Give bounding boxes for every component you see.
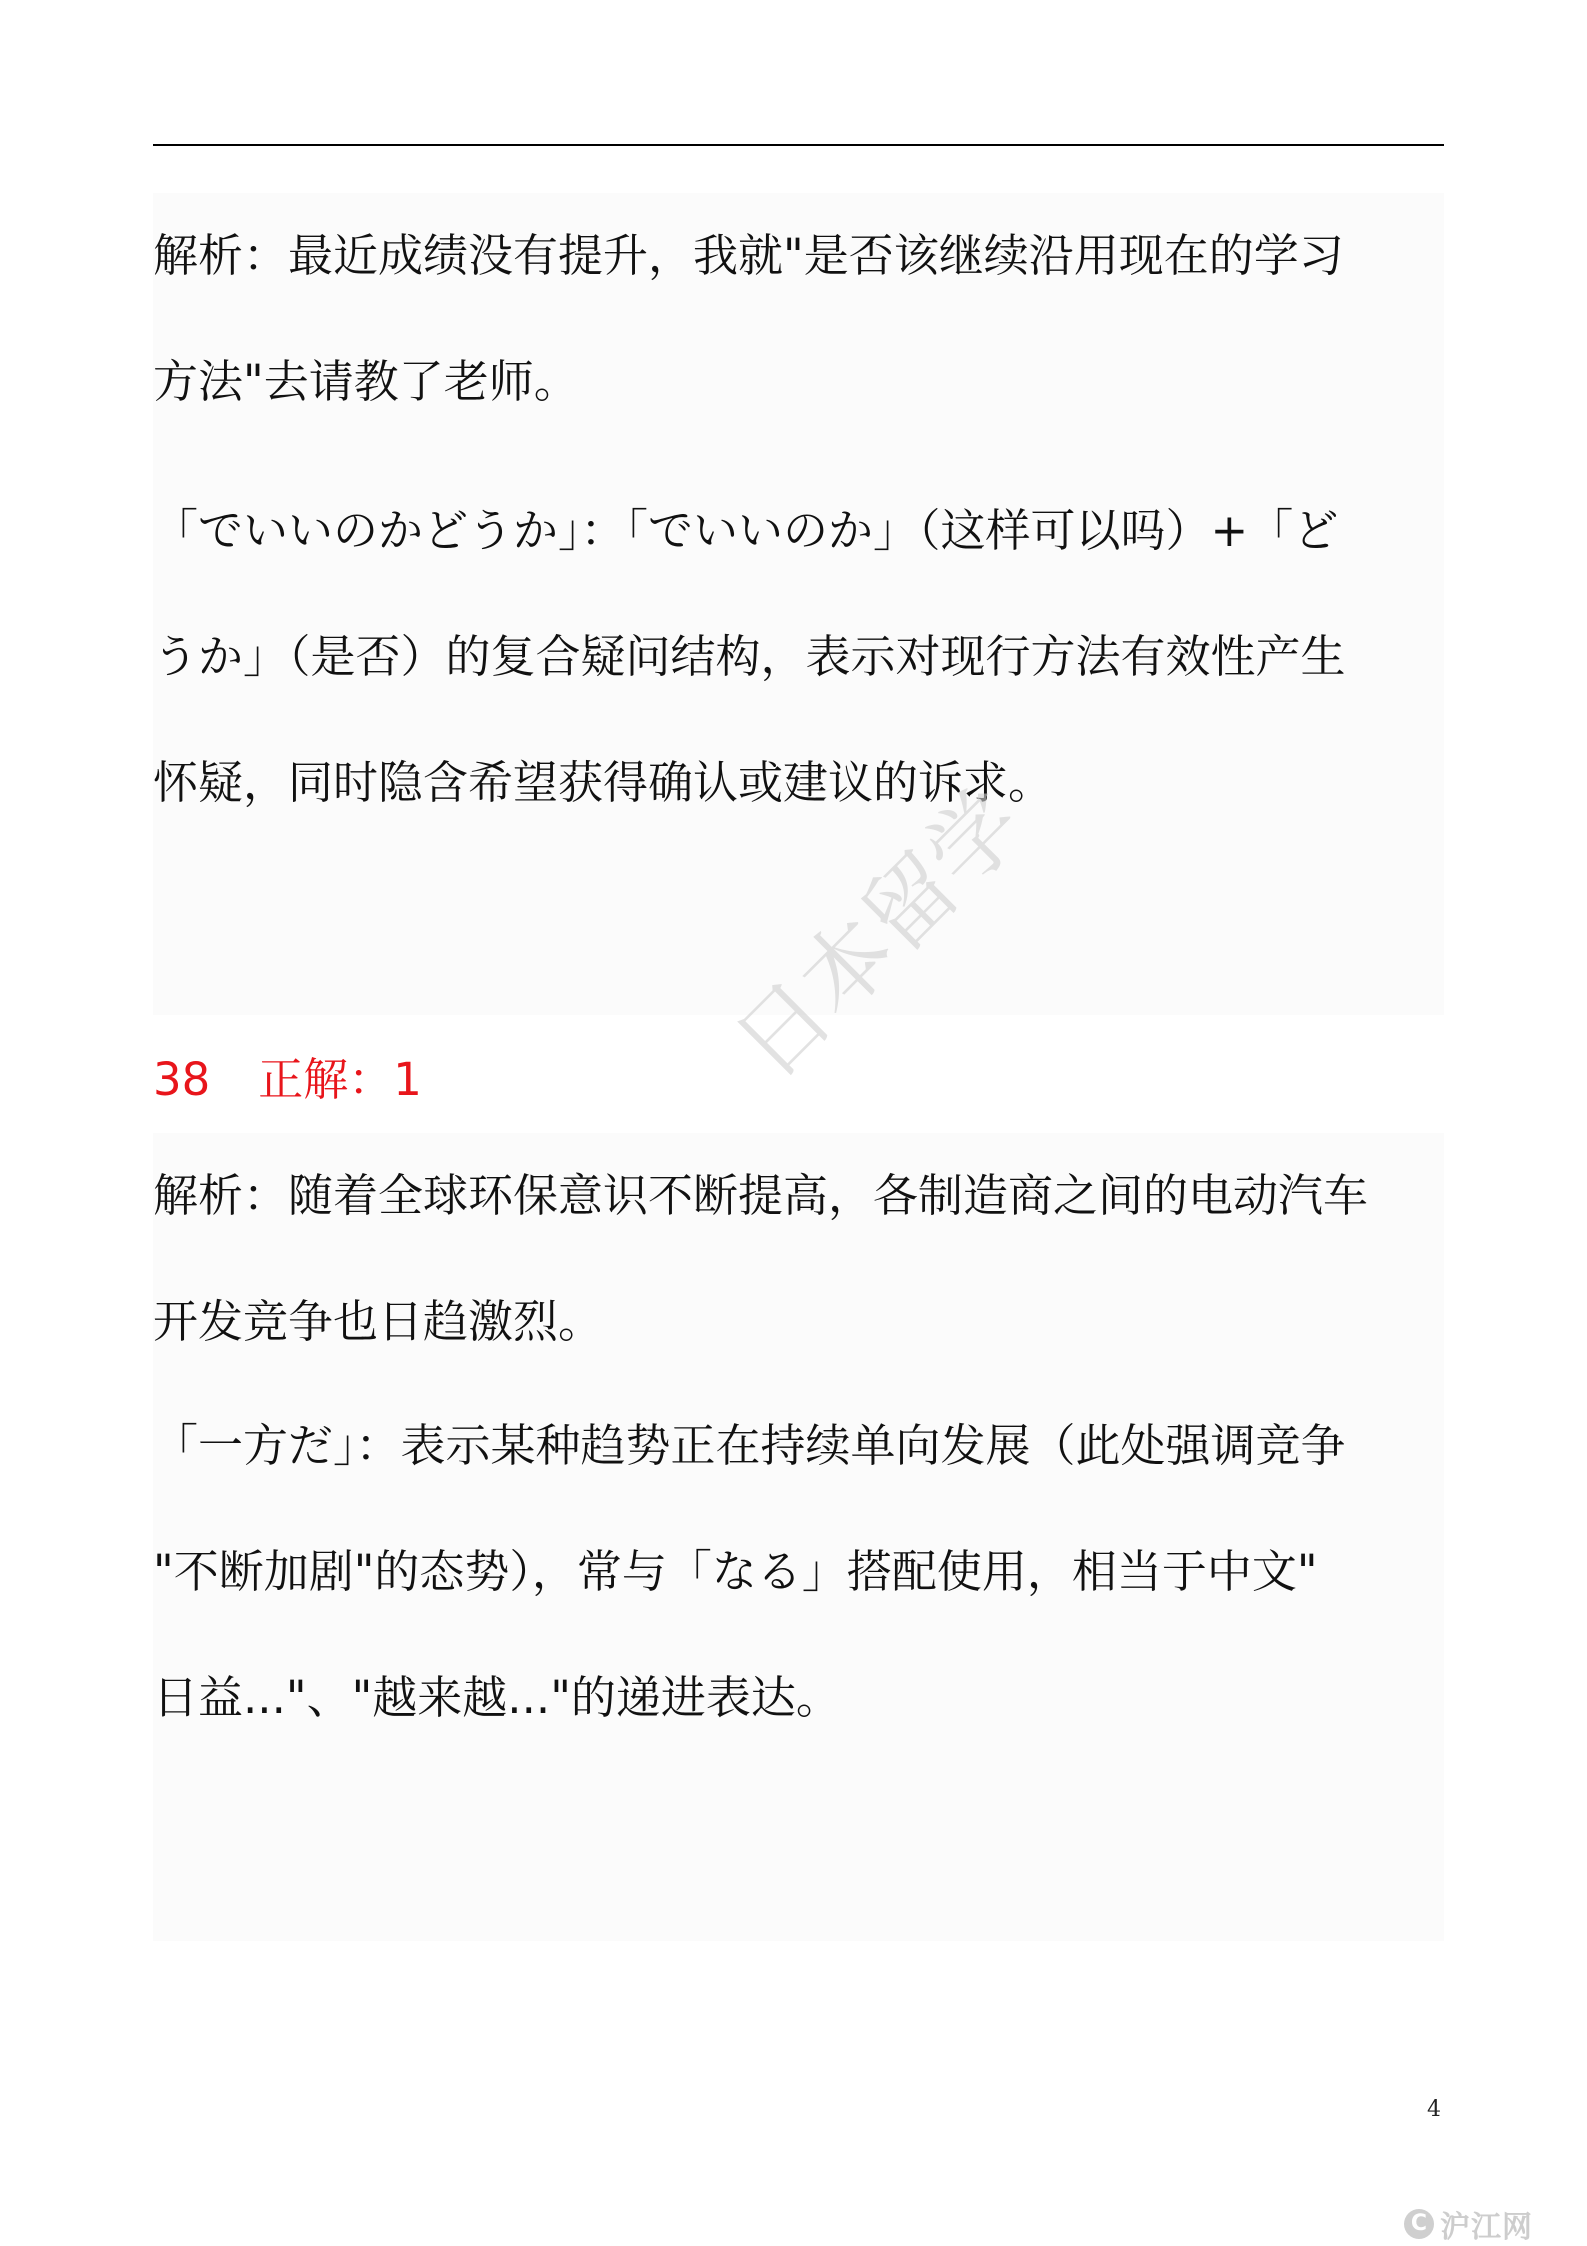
page-number: 4	[1427, 2097, 1441, 2122]
text-line: 解析：最近成绩没有提升，我就"是否该继续沿用现在的学习	[153, 229, 1344, 282]
text-line: 解析：随着全球环保意识不断提高，各制造商之间的电动汽车	[153, 1169, 1369, 1222]
answer-heading-38	[153, 1040, 422, 1120]
answer-label: 正解：1	[258, 1053, 422, 1106]
text-line: 「一方だ」：表示某种趋势正在持续单向发展（此处强调竞争	[153, 1419, 1346, 1472]
text-line: うか」（是否）的复合疑问结构，表示对现行方法有效性产生	[153, 630, 1346, 683]
analysis-block-38	[153, 1133, 1444, 1941]
text-line: 日益..."、"越来越..."的递进表达。	[153, 1671, 841, 1724]
text-line: 「でいいのかどうか」：「でいいのか」（这样可以吗）+「ど	[153, 504, 1339, 557]
grammar-explanation	[153, 468, 1444, 846]
text-line: 开发竞争也日趋激烈。	[153, 1295, 604, 1348]
brand-logo	[1404, 2207, 1533, 2245]
hujiang-logo-icon: C	[1404, 2209, 1434, 2239]
brand-name: 沪江网	[1440, 2210, 1533, 2245]
analysis-paragraph	[153, 193, 1444, 445]
question-number: 38	[153, 1053, 211, 1106]
analysis-block-37	[153, 193, 1444, 1015]
watermark: 日本留学	[714, 770, 1044, 1100]
text-line: 怀疑，同时隐含希望获得确认或建议的诉求。	[153, 756, 1054, 809]
text-line: 方法"去请教了老师。	[153, 355, 579, 408]
text-line: "不断加剧"的态势），常与「なる」搭配使用，相当于中文"	[153, 1545, 1318, 1598]
grammar-explanation	[153, 1383, 1444, 1761]
header-rule	[153, 144, 1444, 146]
analysis-paragraph	[153, 1133, 1444, 1385]
